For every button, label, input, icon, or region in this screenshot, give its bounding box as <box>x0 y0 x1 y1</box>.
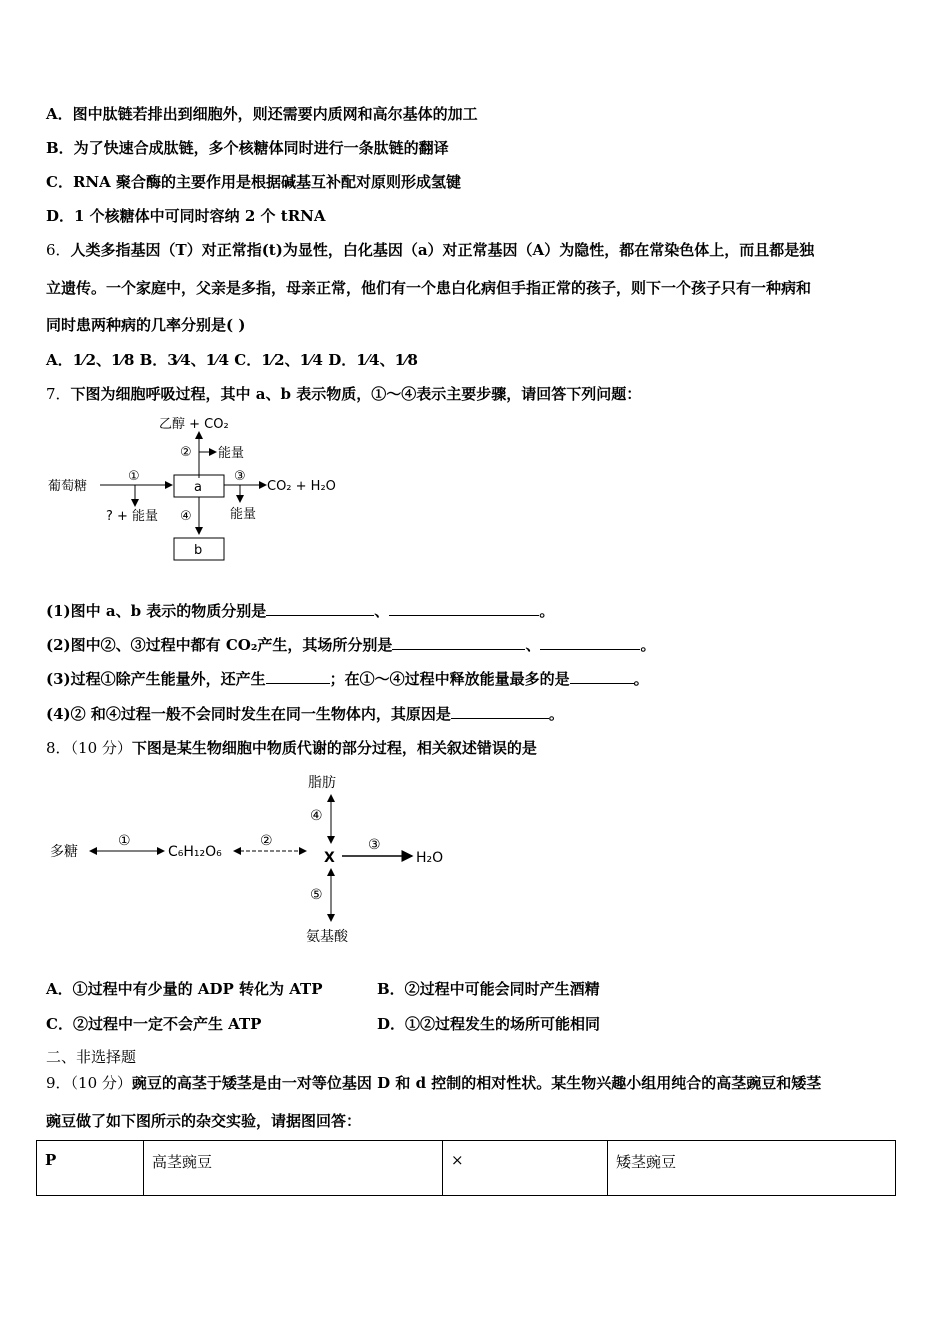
q9-line2: 豌豆做了如下图所示的杂交实验，请据图回答： <box>46 1112 362 1130</box>
q5-option-a: A．图中肽链若排出到细胞外，则还需要内质网和高尔基体的加工 <box>46 105 478 123</box>
q7-sub1-sep: 、 <box>374 602 390 620</box>
d8-x: X <box>324 850 335 866</box>
d8-step1: ① <box>118 833 131 849</box>
q9-line1 <box>46 1072 821 1093</box>
d7-step3: ③ <box>234 469 246 484</box>
d7-step2: ② <box>180 445 192 460</box>
d8-step2: ② <box>260 833 273 849</box>
d7-box-a-label: a <box>194 480 202 495</box>
q7-sub4-text: (4)② 和④过程一般不会同时发生在同一生物体内，其原因是 <box>46 705 451 723</box>
q7-stem-line <box>46 383 641 404</box>
q7-sub1-blank-a[interactable] <box>266 601 374 616</box>
table-cell-cross: × <box>443 1141 608 1196</box>
q7-sub4-end: 。 <box>548 705 564 723</box>
cross-table <box>36 1140 896 1196</box>
q7-sub1 <box>46 600 554 621</box>
d7-step1: ① <box>128 469 140 484</box>
q7-sub1-text: (1)图中 a、b 表示的物质分别是 <box>46 602 267 620</box>
q7-sub1-blank-b[interactable] <box>389 601 539 616</box>
d8-step5: ⑤ <box>310 887 323 903</box>
q8-option-a: A．①过程中有少量的 ADP 转化为 ATP <box>46 980 323 998</box>
d8-water: H₂O <box>416 850 444 866</box>
q7-sub4 <box>46 703 564 724</box>
q7-sub2-end: 。 <box>640 636 656 654</box>
d8-step4: ④ <box>310 808 323 824</box>
d8-polysaccharide: 多糖 <box>50 844 78 860</box>
q7-sub3-text-a: (3)过程①除产生能量外，还产生 <box>46 670 266 688</box>
d7-top-product: 乙醇 + CO₂ <box>159 417 229 432</box>
q7-sub2-blank-b[interactable] <box>540 635 640 650</box>
q7-stem: 下图为细胞呼吸过程，其中 a、b 表示物质，①～④表示主要步骤，请回答下列问题： <box>70 385 642 403</box>
d7-energy-top: 能量 <box>218 446 245 461</box>
metabolism-diagram <box>44 765 464 950</box>
q8-option-d: D．①②过程发生的场所可能相同 <box>377 1015 601 1033</box>
d8-amino-acid: 氨基酸 <box>306 929 348 945</box>
q7-sub1-end: 。 <box>539 602 555 620</box>
q7-sub3-blank-b[interactable] <box>570 669 634 684</box>
q5-option-d: D．1 个核糖体中可同时容纳 2 个 tRNA <box>46 207 326 225</box>
table-cell-p: P <box>37 1141 144 1196</box>
q7-sub3-end: 。 <box>633 670 649 688</box>
q8-stem: 下图是某生物细胞中物质代谢的部分过程，相关叙述错误的是 <box>131 739 537 757</box>
q9-text1: 豌豆的高茎于矮茎是由一对等位基因 D 和 d 控制的相对性状。某生物兴趣小组用纯合的高茎豌豆和矮茎 <box>131 1074 822 1092</box>
q8-stem-line <box>46 737 537 758</box>
q7-sub4-blank[interactable] <box>451 704 549 719</box>
d7-step4: ④ <box>180 509 192 524</box>
q6-line2: 立遗传。一个家庭中，父亲是多指，母亲正常，他们有一个患白化病但手指正常的孩子，则下一个孩子只有一种病和 <box>46 279 812 297</box>
d7-right-product: CO₂ + H₂O <box>267 479 336 494</box>
q8-option-b: B．②过程中可能会同时产生酒精 <box>377 980 600 998</box>
q9-number: 9． <box>46 1074 71 1092</box>
table-cell-short: 矮茎豌豆 <box>608 1141 896 1196</box>
q6-line3: 同时患两种病的几率分别是( ) <box>46 316 246 334</box>
d8-fat: 脂肪 <box>308 775 336 791</box>
q8-score: （10 分） <box>70 739 132 757</box>
q7-sub2-blank-a[interactable] <box>392 635 525 650</box>
table-row <box>37 1141 896 1196</box>
q7-sub3 <box>46 668 649 689</box>
section-title: 二、非选择题 <box>46 1048 137 1066</box>
d7-energy-bottom: 能量 <box>230 507 257 522</box>
q7-sub3-text-b: ；在①～④过程中释放能量最多的是 <box>329 670 570 688</box>
q7-sub2 <box>46 634 655 655</box>
q7-sub2-text: (2)图中②、③过程中都有 CO₂产生，其场所分别是 <box>46 636 393 654</box>
d8-step3: ③ <box>368 837 381 853</box>
q6-line1 <box>46 239 814 260</box>
q8-option-c: C．②过程中一定不会产生 ATP <box>46 1015 262 1033</box>
table-cell-tall: 高茎豌豆 <box>144 1141 443 1196</box>
q7-sub2-sep: 、 <box>525 636 541 654</box>
q5-option-b: B．为了快速合成肽链，多个核糖体同时进行一条肽链的翻译 <box>46 139 449 157</box>
d7-glucose: 葡萄糖 <box>48 479 88 494</box>
q6-text1: 人类多指基因（T）对正常指(t)为显性，白化基因（a）对正常基因（A）为隐性，都在常染色体上，而且都是独 <box>70 241 815 259</box>
q9-score: （10 分） <box>70 1074 132 1092</box>
d7-box-b-label: b <box>194 543 203 558</box>
d7-bottom-left: ? + 能量 <box>106 509 159 524</box>
q6-number: 6． <box>46 241 71 259</box>
d8-glucose: C₆H₁₂O₆ <box>168 844 222 860</box>
q7-number: 7． <box>46 385 71 403</box>
q6-options: A．1⁄2、1⁄8 B．3⁄4、1⁄4 C．1⁄2、1⁄4 D．1⁄4、1⁄8 <box>46 351 418 369</box>
respiration-diagram <box>44 410 364 570</box>
q8-number: 8． <box>46 739 71 757</box>
q5-option-c: C．RNA 聚合酶的主要作用是根据碱基互补配对原则形成氢键 <box>46 173 461 191</box>
q7-sub3-blank-a[interactable] <box>266 669 330 684</box>
